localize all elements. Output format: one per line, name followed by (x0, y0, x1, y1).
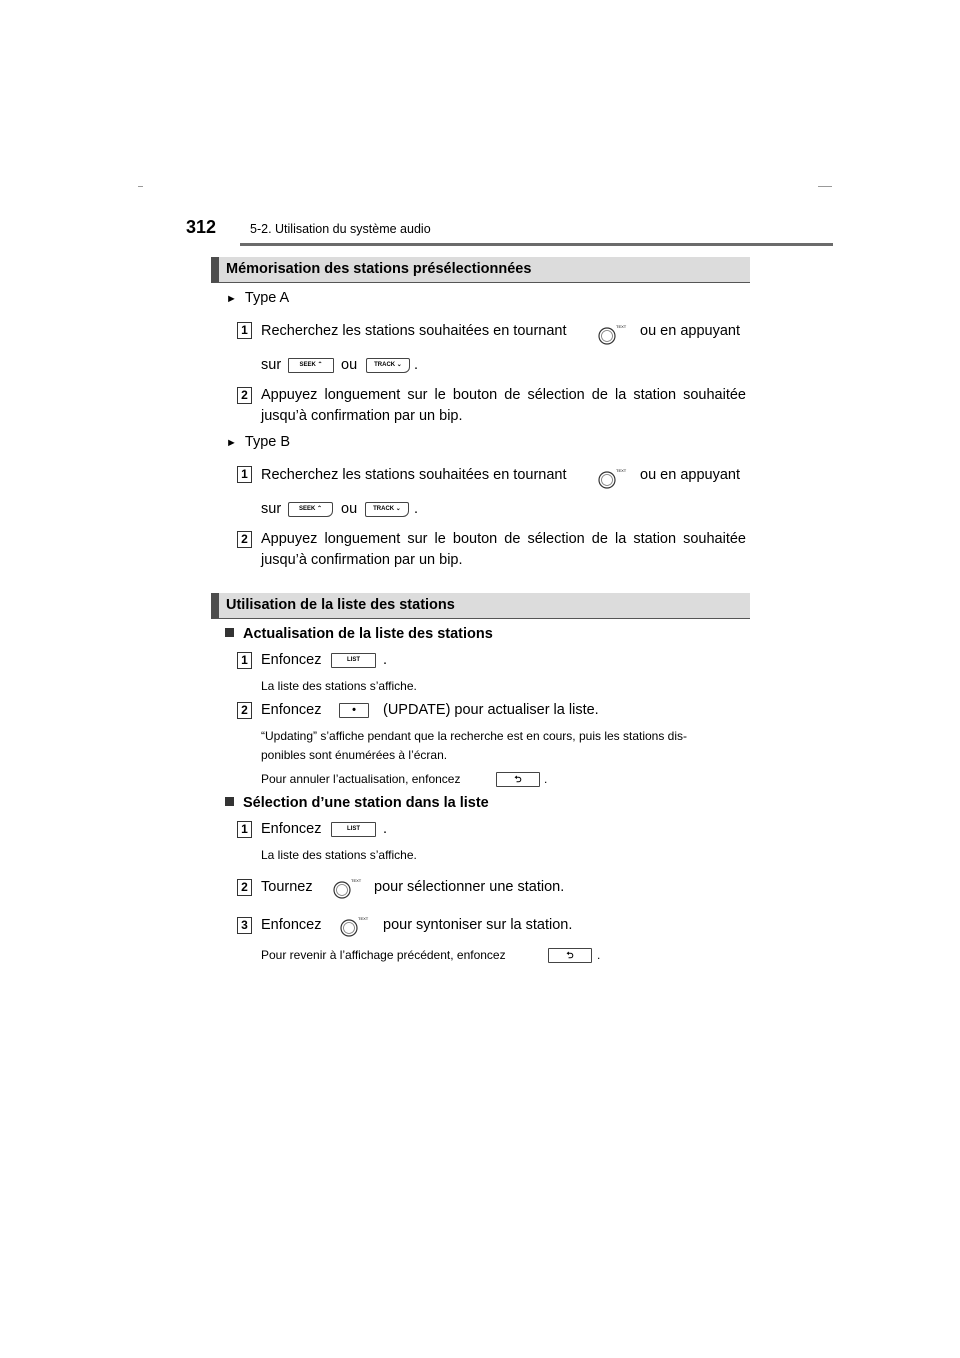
knob-label: TEXT (351, 878, 362, 883)
seek-button-icon: SEEK ⌃ (288, 358, 334, 373)
section-title: Mémorisation des stations présélectionnées (226, 261, 532, 277)
subheading-selection: Sélection d’une station dans la liste (225, 795, 489, 811)
step-text-line: (UPDATE) pour actualiser la liste. (383, 702, 599, 718)
step-text-line: jusqu’à confirmation par un bip. (261, 408, 463, 424)
note-text: La liste des stations s’affiche. (261, 848, 417, 862)
page-number: 312 (186, 217, 217, 237)
section-title: Utilisation de la liste des stations (226, 597, 455, 613)
knob-label: TEXT (358, 916, 369, 921)
seek-button-icon: SEEK ⌃ (288, 502, 333, 517)
step-text-line: Recherchez les stations souhaitées en tournant (261, 323, 567, 339)
tune-knob-icon (337, 915, 367, 937)
step-badge: 2 (237, 387, 252, 404)
step-text-line: jusqu’à confirmation par un bip. (261, 552, 463, 568)
tune-knob-icon (595, 323, 625, 345)
track-button-icon: TRACK ⌄ (365, 502, 409, 517)
note-text: . (544, 772, 548, 786)
step-badge: 2 (237, 702, 252, 719)
step-text-line: . (414, 357, 419, 373)
step-badge: 1 (237, 322, 252, 339)
note-text: “Updating” s’affiche pendant que la recherche est en cours, puis les stations dis- (261, 729, 688, 743)
note-text: Pour annuler l’actualisation, enfoncez (261, 772, 461, 786)
header-rule (240, 243, 833, 246)
step-text-line: Enfoncez (261, 917, 322, 933)
step-text-line: ou (341, 501, 358, 517)
list-button-icon: LIST (331, 822, 376, 837)
note-text: Pour revenir à l’affichage précédent, enfoncez (261, 948, 506, 962)
type-b-label: ► Type B (226, 434, 291, 450)
step-badge: 1 (237, 652, 252, 669)
step-text-line: ou en appuyant (640, 323, 740, 339)
step-badge: 3 (237, 917, 252, 934)
step-badge: 2 (237, 531, 252, 548)
step-text-line: Appuyez longuement sur le bouton de sélection de la station souhaitée (261, 387, 746, 403)
step-badge: 2 (237, 879, 252, 896)
type-a-label: ► Type A (226, 290, 290, 306)
step-text-line: sur (261, 501, 282, 517)
back-button-icon: ⮌ (496, 772, 540, 787)
step-text-line: Tournez (261, 879, 313, 895)
note-text: La liste des stations s’affiche. (261, 679, 417, 693)
arrow-icon: ► (226, 293, 237, 305)
step-text-line: Recherchez les stations souhaitées en tournant (261, 467, 567, 483)
list-button-icon: LIST (331, 653, 376, 668)
update-button-icon: • (339, 703, 369, 718)
breadcrumb: 5-2. Utilisation du système audio (250, 222, 431, 236)
section-header-liste (211, 593, 750, 619)
note-text: . (597, 948, 601, 962)
arrow-icon: ► (226, 437, 237, 449)
step-text-line: ou en appuyant (640, 467, 740, 483)
subheading-actualisation: Actualisation de la liste des stations (225, 626, 493, 642)
step-text-line: pour sélectionner une station. (374, 879, 565, 895)
square-bullet-icon (225, 797, 234, 806)
tune-knob-icon (330, 877, 360, 899)
step-text-line: ou (341, 357, 358, 373)
crop-mark-left (138, 186, 143, 187)
step-text-line: sur (261, 357, 282, 373)
step-badge: 1 (237, 466, 252, 483)
knob-label: TEXT (616, 468, 627, 473)
step-text-line: Enfoncez (261, 821, 322, 837)
step-text-line: . (414, 501, 419, 517)
step-text-line: Appuyez longuement sur le bouton de sélection de la station souhaitée (261, 531, 746, 547)
step-text-line: Enfoncez (261, 702, 322, 718)
back-button-icon: ⮌ (548, 948, 592, 963)
step-text-line: . (383, 821, 388, 837)
knob-label: TEXT (616, 324, 627, 329)
track-button-icon: TRACK ⌄ (366, 358, 410, 373)
step-text-line: Enfoncez (261, 652, 322, 668)
note-text: ponibles sont énumérées à l’écran. (261, 748, 448, 762)
section-header-memorisation (211, 257, 750, 283)
step-badge: 1 (237, 821, 252, 838)
step-text-line: . (383, 652, 388, 668)
step-text-line: pour syntoniser sur la station. (383, 917, 573, 933)
square-bullet-icon (225, 628, 234, 637)
tune-knob-icon (595, 467, 625, 489)
crop-mark-right (818, 186, 832, 187)
